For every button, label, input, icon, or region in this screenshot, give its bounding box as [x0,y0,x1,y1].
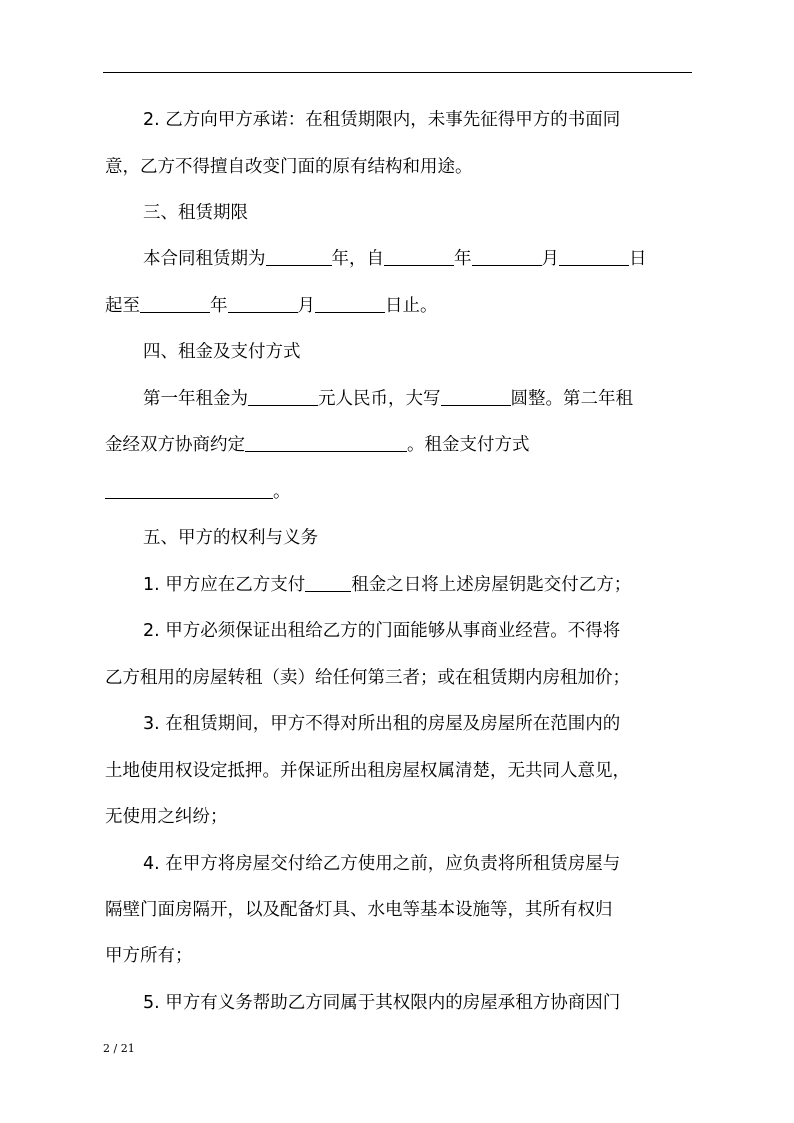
lease-term-text: 月 [297,296,315,316]
clause-text: 租金之日将上述房屋钥匙交付乙方； [351,575,632,595]
clause-2b-line-1: 2. 甲方必须保证出租给乙方的门面能够从事商业经营。不得将 [143,621,621,641]
blank-field[interactable] [441,388,511,407]
clause-2-line-1: 2. 乙方向甲方承诺：在租赁期限内，未事先征得甲方的书面同 [143,110,621,130]
lease-term-text: 日 [629,249,647,269]
rent-line-3 [105,480,291,504]
clause-1-line-1 [143,573,631,597]
clause-3-line-2: 土地使用权设定抵押。并保证所出租房屋权属清楚，无共同人意见， [105,761,630,781]
rent-text: 圆整。第二年租 [510,389,633,409]
lease-term-line-2 [105,294,438,318]
blank-field[interactable] [559,248,629,267]
page-number: 2 / 21 [103,1042,135,1055]
lease-term-text: 起至 [105,296,140,316]
rent-text: 。 [273,482,291,502]
blank-field[interactable] [245,434,407,453]
lease-term-text: 年 [454,249,472,269]
rent-line-1 [143,387,633,411]
blank-field[interactable] [248,388,318,407]
clause-3-line-1: 3. 在租赁期间，甲方不得对所出租的房屋及房屋所在范围内的 [143,714,621,734]
section-heading-5: 五、甲方的权利与义务 [143,528,318,548]
clause-3-line-3: 无使用之纠纷； [105,807,228,827]
clause-4-line-3: 甲方所有； [105,946,193,966]
section-heading-3: 三、租赁期限 [143,203,248,223]
rent-text: 第一年租金为 [143,389,248,409]
clause-2-line-2: 意，乙方不得擅自改变门面的原有结构和用途。 [105,157,473,177]
blank-field[interactable] [266,248,332,267]
blank-field[interactable] [105,481,273,500]
blank-field[interactable] [384,248,454,267]
rent-text: 。租金支付方式 [407,435,530,455]
lease-term-text: 月 [541,249,559,269]
section-heading-4: 四、租金及支付方式 [143,342,301,362]
blank-field[interactable] [305,574,351,593]
header-rule [103,72,692,73]
rent-line-2 [105,433,530,457]
blank-field[interactable] [140,295,210,314]
lease-term-text: 日止。 [385,296,438,316]
clause-4-line-2: 隔壁门面房隔开，以及配备灯具、水电等基本设施等，其所有权归 [105,900,613,920]
rent-text: 金经双方协商约定 [105,435,245,455]
blank-field[interactable] [472,248,542,267]
blank-field[interactable] [228,295,298,314]
lease-term-text: 本合同租赁期为 [143,249,266,269]
lease-term-text: 年 [210,296,228,316]
rent-text: 元人民币，大写 [318,389,441,409]
clause-text: 1. 甲方应在乙方支付 [143,575,306,595]
lease-term-line-1 [143,247,647,271]
clause-2b-line-2: 乙方租用的房屋转租（卖）给任何第三者；或在租赁期内房租加价； [105,668,630,688]
clause-4-line-1: 4. 在甲方将房屋交付给乙方使用之前，应负责将所租赁房屋与 [143,854,621,874]
lease-term-text: 年，自 [331,249,384,269]
blank-field[interactable] [315,295,385,314]
clause-5-line-1: 5. 甲方有义务帮助乙方同属于其权限内的房屋承租方协商因门 [143,993,621,1013]
